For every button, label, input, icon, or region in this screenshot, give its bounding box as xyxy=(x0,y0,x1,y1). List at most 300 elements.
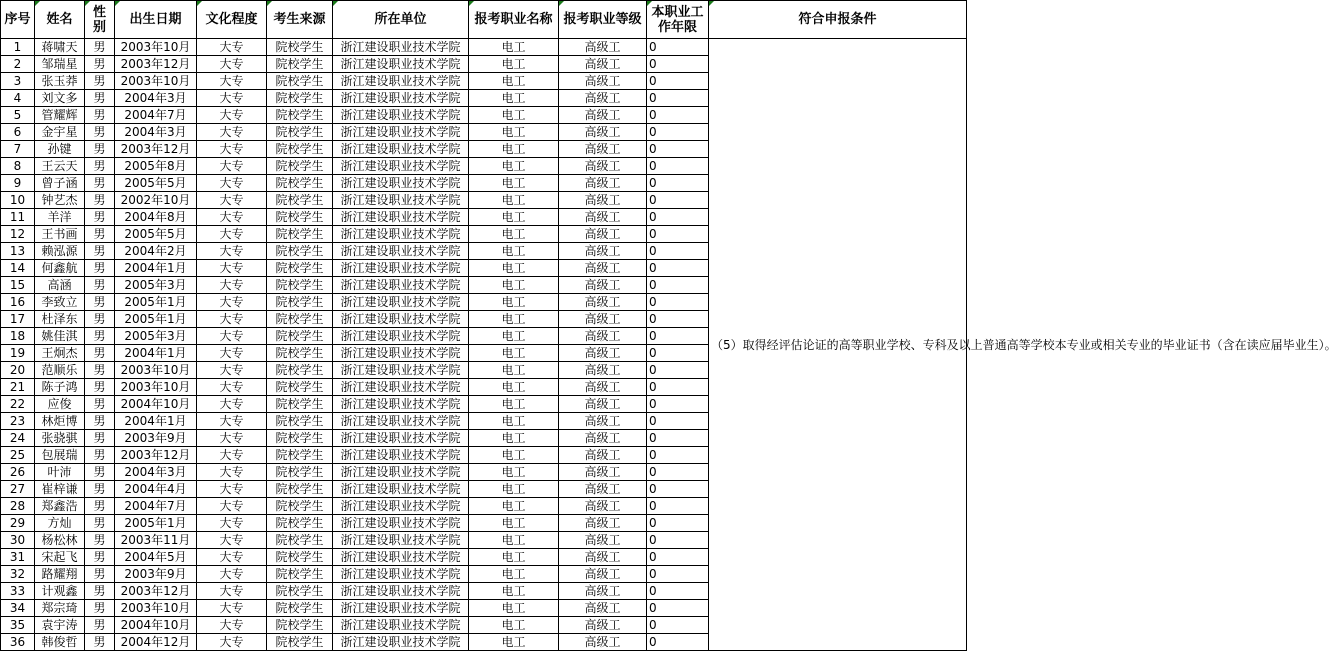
cell-unit[interactable]: 浙江建设职业技术学院 xyxy=(333,430,469,447)
cell-occupation[interactable]: 电工 xyxy=(469,73,559,90)
cell-gender[interactable]: 男 xyxy=(85,158,115,175)
cell-education[interactable]: 大专 xyxy=(197,396,267,413)
cell-unit[interactable]: 浙江建设职业技术学院 xyxy=(333,56,469,73)
cell-birth[interactable]: 2004年5月 xyxy=(115,549,197,566)
cell-name[interactable]: 杜泽东 xyxy=(35,311,85,328)
cell-level[interactable]: 高级工 xyxy=(559,379,647,396)
cell-name[interactable]: 羊洋 xyxy=(35,209,85,226)
cell-birth[interactable]: 2004年7月 xyxy=(115,107,197,124)
cell-name[interactable]: 方灿 xyxy=(35,515,85,532)
cell-seq[interactable]: 1 xyxy=(1,39,35,56)
cell-gender[interactable]: 男 xyxy=(85,566,115,583)
cell-name[interactable]: 叶沛 xyxy=(35,464,85,481)
cell-occupation[interactable]: 电工 xyxy=(469,464,559,481)
cell-source[interactable]: 院校学生 xyxy=(267,515,333,532)
cell-years[interactable]: 0 xyxy=(647,39,709,56)
cell-gender[interactable]: 男 xyxy=(85,107,115,124)
cell-name[interactable]: 蒋啸天 xyxy=(35,39,85,56)
cell-years[interactable]: 0 xyxy=(647,192,709,209)
cell-years[interactable]: 0 xyxy=(647,141,709,158)
cell-seq[interactable]: 17 xyxy=(1,311,35,328)
cell-occupation[interactable]: 电工 xyxy=(469,498,559,515)
cell-level[interactable]: 高级工 xyxy=(559,243,647,260)
cell-unit[interactable]: 浙江建设职业技术学院 xyxy=(333,158,469,175)
cell-occupation[interactable]: 电工 xyxy=(469,90,559,107)
cell-seq[interactable]: 10 xyxy=(1,192,35,209)
cell-gender[interactable]: 男 xyxy=(85,515,115,532)
cell-level[interactable]: 高级工 xyxy=(559,549,647,566)
cell-name[interactable]: 钟艺杰 xyxy=(35,192,85,209)
cell-unit[interactable]: 浙江建设职业技术学院 xyxy=(333,447,469,464)
cell-birth[interactable]: 2004年10月 xyxy=(115,617,197,634)
cell-occupation[interactable]: 电工 xyxy=(469,39,559,56)
cell-seq[interactable]: 31 xyxy=(1,549,35,566)
cell-years[interactable]: 0 xyxy=(647,498,709,515)
cell-occupation[interactable]: 电工 xyxy=(469,209,559,226)
cell-level[interactable]: 高级工 xyxy=(559,311,647,328)
header-condition[interactable]: 符合申报条件 xyxy=(709,1,967,39)
cell-name[interactable]: 管耀辉 xyxy=(35,107,85,124)
cell-unit[interactable]: 浙江建设职业技术学院 xyxy=(333,260,469,277)
cell-gender[interactable]: 男 xyxy=(85,430,115,447)
cell-education[interactable]: 大专 xyxy=(197,141,267,158)
cell-years[interactable]: 0 xyxy=(647,243,709,260)
cell-gender[interactable]: 男 xyxy=(85,175,115,192)
cell-source[interactable]: 院校学生 xyxy=(267,634,333,651)
cell-level[interactable]: 高级工 xyxy=(559,430,647,447)
cell-gender[interactable]: 男 xyxy=(85,634,115,651)
cell-occupation[interactable]: 电工 xyxy=(469,532,559,549)
cell-years[interactable]: 0 xyxy=(647,396,709,413)
cell-name[interactable]: 孙键 xyxy=(35,141,85,158)
cell-source[interactable]: 院校学生 xyxy=(267,464,333,481)
cell-source[interactable]: 院校学生 xyxy=(267,447,333,464)
header-years[interactable]: 本职业工作年限 xyxy=(647,1,709,39)
cell-source[interactable]: 院校学生 xyxy=(267,328,333,345)
cell-birth[interactable]: 2004年3月 xyxy=(115,464,197,481)
cell-birth[interactable]: 2005年3月 xyxy=(115,328,197,345)
cell-occupation[interactable]: 电工 xyxy=(469,396,559,413)
cell-years[interactable]: 0 xyxy=(647,226,709,243)
cell-education[interactable]: 大专 xyxy=(197,549,267,566)
cell-education[interactable]: 大专 xyxy=(197,90,267,107)
cell-unit[interactable]: 浙江建设职业技术学院 xyxy=(333,107,469,124)
cell-source[interactable]: 院校学生 xyxy=(267,124,333,141)
cell-name[interactable]: 包展瑞 xyxy=(35,447,85,464)
cell-birth[interactable]: 2003年10月 xyxy=(115,379,197,396)
cell-source[interactable]: 院校学生 xyxy=(267,243,333,260)
cell-source[interactable]: 院校学生 xyxy=(267,498,333,515)
cell-birth[interactable]: 2003年10月 xyxy=(115,73,197,90)
cell-gender[interactable]: 男 xyxy=(85,464,115,481)
cell-birth[interactable]: 2003年10月 xyxy=(115,39,197,56)
cell-education[interactable]: 大专 xyxy=(197,345,267,362)
cell-education[interactable]: 大专 xyxy=(197,583,267,600)
cell-birth[interactable]: 2002年10月 xyxy=(115,192,197,209)
cell-unit[interactable]: 浙江建设职业技术学院 xyxy=(333,498,469,515)
cell-occupation[interactable]: 电工 xyxy=(469,583,559,600)
cell-occupation[interactable]: 电工 xyxy=(469,345,559,362)
cell-name[interactable]: 范顺乐 xyxy=(35,362,85,379)
cell-source[interactable]: 院校学生 xyxy=(267,260,333,277)
cell-education[interactable]: 大专 xyxy=(197,107,267,124)
cell-unit[interactable]: 浙江建设职业技术学院 xyxy=(333,294,469,311)
cell-name[interactable]: 陈子鸿 xyxy=(35,379,85,396)
cell-gender[interactable]: 男 xyxy=(85,498,115,515)
cell-unit[interactable]: 浙江建设职业技术学院 xyxy=(333,617,469,634)
cell-unit[interactable]: 浙江建设职业技术学院 xyxy=(333,515,469,532)
cell-level[interactable]: 高级工 xyxy=(559,209,647,226)
cell-unit[interactable]: 浙江建设职业技术学院 xyxy=(333,226,469,243)
cell-occupation[interactable]: 电工 xyxy=(469,158,559,175)
header-occupation[interactable]: 报考职业名称 xyxy=(469,1,559,39)
cell-level[interactable]: 高级工 xyxy=(559,362,647,379)
cell-seq[interactable]: 30 xyxy=(1,532,35,549)
cell-years[interactable]: 0 xyxy=(647,209,709,226)
cell-source[interactable]: 院校学生 xyxy=(267,362,333,379)
cell-seq[interactable]: 26 xyxy=(1,464,35,481)
cell-education[interactable]: 大专 xyxy=(197,226,267,243)
cell-birth[interactable]: 2005年1月 xyxy=(115,311,197,328)
cell-source[interactable]: 院校学生 xyxy=(267,90,333,107)
cell-gender[interactable]: 男 xyxy=(85,600,115,617)
cell-source[interactable]: 院校学生 xyxy=(267,56,333,73)
cell-birth[interactable]: 2003年12月 xyxy=(115,583,197,600)
cell-education[interactable]: 大专 xyxy=(197,56,267,73)
cell-years[interactable]: 0 xyxy=(647,158,709,175)
cell-level[interactable]: 高级工 xyxy=(559,617,647,634)
cell-source[interactable]: 院校学生 xyxy=(267,379,333,396)
cell-gender[interactable]: 男 xyxy=(85,362,115,379)
cell-education[interactable]: 大专 xyxy=(197,515,267,532)
cell-years[interactable]: 0 xyxy=(647,294,709,311)
cell-gender[interactable]: 男 xyxy=(85,39,115,56)
cell-name[interactable]: 姚佳淇 xyxy=(35,328,85,345)
cell-condition[interactable]: （5）取得经评估论证的高等职业学校、专科及以上普通高等学校本专业或相关专业的毕业证书（含在读应届毕业生）。 xyxy=(709,39,967,651)
cell-seq[interactable]: 7 xyxy=(1,141,35,158)
cell-years[interactable]: 0 xyxy=(647,566,709,583)
cell-unit[interactable]: 浙江建设职业技术学院 xyxy=(333,311,469,328)
cell-source[interactable]: 院校学生 xyxy=(267,73,333,90)
cell-gender[interactable]: 男 xyxy=(85,226,115,243)
cell-source[interactable]: 院校学生 xyxy=(267,277,333,294)
cell-source[interactable]: 院校学生 xyxy=(267,600,333,617)
cell-name[interactable]: 王炯杰 xyxy=(35,345,85,362)
cell-gender[interactable]: 男 xyxy=(85,583,115,600)
cell-education[interactable]: 大专 xyxy=(197,447,267,464)
cell-seq[interactable]: 33 xyxy=(1,583,35,600)
cell-unit[interactable]: 浙江建设职业技术学院 xyxy=(333,277,469,294)
cell-education[interactable]: 大专 xyxy=(197,328,267,345)
cell-source[interactable]: 院校学生 xyxy=(267,532,333,549)
cell-level[interactable]: 高级工 xyxy=(559,158,647,175)
cell-birth[interactable]: 2003年9月 xyxy=(115,430,197,447)
cell-seq[interactable]: 34 xyxy=(1,600,35,617)
cell-education[interactable]: 大专 xyxy=(197,192,267,209)
cell-education[interactable]: 大专 xyxy=(197,39,267,56)
cell-years[interactable]: 0 xyxy=(647,532,709,549)
cell-level[interactable]: 高级工 xyxy=(559,413,647,430)
cell-seq[interactable]: 5 xyxy=(1,107,35,124)
cell-level[interactable]: 高级工 xyxy=(559,56,647,73)
cell-occupation[interactable]: 电工 xyxy=(469,566,559,583)
cell-seq[interactable]: 14 xyxy=(1,260,35,277)
cell-unit[interactable]: 浙江建设职业技术学院 xyxy=(333,481,469,498)
cell-gender[interactable]: 男 xyxy=(85,209,115,226)
cell-name[interactable]: 袁宇涛 xyxy=(35,617,85,634)
cell-education[interactable]: 大专 xyxy=(197,311,267,328)
cell-seq[interactable]: 13 xyxy=(1,243,35,260)
cell-years[interactable]: 0 xyxy=(647,549,709,566)
cell-occupation[interactable]: 电工 xyxy=(469,124,559,141)
cell-education[interactable]: 大专 xyxy=(197,277,267,294)
cell-name[interactable]: 韩俊哲 xyxy=(35,634,85,651)
cell-name[interactable]: 高涵 xyxy=(35,277,85,294)
cell-birth[interactable]: 2005年1月 xyxy=(115,294,197,311)
cell-source[interactable]: 院校学生 xyxy=(267,39,333,56)
cell-unit[interactable]: 浙江建设职业技术学院 xyxy=(333,532,469,549)
header-gender[interactable]: 性别 xyxy=(85,1,115,39)
cell-years[interactable]: 0 xyxy=(647,345,709,362)
cell-occupation[interactable]: 电工 xyxy=(469,328,559,345)
cell-seq[interactable]: 29 xyxy=(1,515,35,532)
cell-occupation[interactable]: 电工 xyxy=(469,56,559,73)
cell-education[interactable]: 大专 xyxy=(197,634,267,651)
cell-level[interactable]: 高级工 xyxy=(559,532,647,549)
cell-name[interactable]: 何鑫航 xyxy=(35,260,85,277)
cell-birth[interactable]: 2005年1月 xyxy=(115,515,197,532)
cell-unit[interactable]: 浙江建设职业技术学院 xyxy=(333,141,469,158)
cell-source[interactable]: 院校学生 xyxy=(267,345,333,362)
cell-years[interactable]: 0 xyxy=(647,277,709,294)
cell-level[interactable]: 高级工 xyxy=(559,294,647,311)
cell-education[interactable]: 大专 xyxy=(197,600,267,617)
cell-level[interactable]: 高级工 xyxy=(559,566,647,583)
cell-birth[interactable]: 2004年12月 xyxy=(115,634,197,651)
cell-occupation[interactable]: 电工 xyxy=(469,515,559,532)
cell-gender[interactable]: 男 xyxy=(85,345,115,362)
cell-unit[interactable]: 浙江建设职业技术学院 xyxy=(333,328,469,345)
cell-name[interactable]: 曾子涵 xyxy=(35,175,85,192)
cell-occupation[interactable]: 电工 xyxy=(469,107,559,124)
cell-source[interactable]: 院校学生 xyxy=(267,158,333,175)
cell-level[interactable]: 高级工 xyxy=(559,277,647,294)
cell-years[interactable]: 0 xyxy=(647,515,709,532)
cell-level[interactable]: 高级工 xyxy=(559,90,647,107)
cell-level[interactable]: 高级工 xyxy=(559,498,647,515)
cell-level[interactable]: 高级工 xyxy=(559,192,647,209)
cell-gender[interactable]: 男 xyxy=(85,481,115,498)
cell-gender[interactable]: 男 xyxy=(85,447,115,464)
cell-unit[interactable]: 浙江建设职业技术学院 xyxy=(333,192,469,209)
cell-seq[interactable]: 20 xyxy=(1,362,35,379)
cell-level[interactable]: 高级工 xyxy=(559,175,647,192)
cell-birth[interactable]: 2003年9月 xyxy=(115,566,197,583)
cell-seq[interactable]: 24 xyxy=(1,430,35,447)
cell-occupation[interactable]: 电工 xyxy=(469,141,559,158)
cell-seq[interactable]: 19 xyxy=(1,345,35,362)
cell-seq[interactable]: 22 xyxy=(1,396,35,413)
cell-source[interactable]: 院校学生 xyxy=(267,549,333,566)
header-seq[interactable]: 序号 xyxy=(1,1,35,39)
cell-occupation[interactable]: 电工 xyxy=(469,175,559,192)
cell-name[interactable]: 路耀翔 xyxy=(35,566,85,583)
cell-gender[interactable]: 男 xyxy=(85,260,115,277)
cell-education[interactable]: 大专 xyxy=(197,158,267,175)
cell-level[interactable]: 高级工 xyxy=(559,107,647,124)
cell-years[interactable]: 0 xyxy=(647,90,709,107)
cell-years[interactable]: 0 xyxy=(647,328,709,345)
cell-source[interactable]: 院校学生 xyxy=(267,481,333,498)
cell-birth[interactable]: 2003年11月 xyxy=(115,532,197,549)
cell-birth[interactable]: 2004年4月 xyxy=(115,481,197,498)
cell-years[interactable]: 0 xyxy=(647,124,709,141)
cell-seq[interactable]: 27 xyxy=(1,481,35,498)
cell-seq[interactable]: 35 xyxy=(1,617,35,634)
cell-birth[interactable]: 2004年2月 xyxy=(115,243,197,260)
cell-source[interactable]: 院校学生 xyxy=(267,430,333,447)
cell-seq[interactable]: 4 xyxy=(1,90,35,107)
cell-seq[interactable]: 16 xyxy=(1,294,35,311)
cell-unit[interactable]: 浙江建设职业技术学院 xyxy=(333,634,469,651)
cell-seq[interactable]: 12 xyxy=(1,226,35,243)
cell-years[interactable]: 0 xyxy=(647,464,709,481)
cell-name[interactable]: 郑宗琦 xyxy=(35,600,85,617)
cell-unit[interactable]: 浙江建设职业技术学院 xyxy=(333,583,469,600)
header-birth[interactable]: 出生日期 xyxy=(115,1,197,39)
cell-gender[interactable]: 男 xyxy=(85,549,115,566)
cell-occupation[interactable]: 电工 xyxy=(469,447,559,464)
cell-seq[interactable]: 3 xyxy=(1,73,35,90)
cell-seq[interactable]: 21 xyxy=(1,379,35,396)
cell-unit[interactable]: 浙江建设职业技术学院 xyxy=(333,345,469,362)
cell-unit[interactable]: 浙江建设职业技术学院 xyxy=(333,209,469,226)
cell-birth[interactable]: 2005年3月 xyxy=(115,277,197,294)
cell-education[interactable]: 大专 xyxy=(197,532,267,549)
cell-gender[interactable]: 男 xyxy=(85,192,115,209)
cell-seq[interactable]: 28 xyxy=(1,498,35,515)
header-education[interactable]: 文化程度 xyxy=(197,1,267,39)
cell-occupation[interactable]: 电工 xyxy=(469,311,559,328)
cell-education[interactable]: 大专 xyxy=(197,209,267,226)
cell-birth[interactable]: 2004年1月 xyxy=(115,345,197,362)
cell-education[interactable]: 大专 xyxy=(197,430,267,447)
cell-name[interactable]: 郑鑫浩 xyxy=(35,498,85,515)
cell-occupation[interactable]: 电工 xyxy=(469,617,559,634)
cell-education[interactable]: 大专 xyxy=(197,379,267,396)
cell-level[interactable]: 高级工 xyxy=(559,464,647,481)
cell-seq[interactable]: 36 xyxy=(1,634,35,651)
cell-years[interactable]: 0 xyxy=(647,481,709,498)
cell-source[interactable]: 院校学生 xyxy=(267,294,333,311)
cell-name[interactable]: 应俊 xyxy=(35,396,85,413)
cell-years[interactable]: 0 xyxy=(647,260,709,277)
cell-education[interactable]: 大专 xyxy=(197,243,267,260)
cell-name[interactable]: 张骁骐 xyxy=(35,430,85,447)
cell-unit[interactable]: 浙江建设职业技术学院 xyxy=(333,73,469,90)
cell-name[interactable]: 刘文多 xyxy=(35,90,85,107)
cell-name[interactable]: 计观鑫 xyxy=(35,583,85,600)
cell-gender[interactable]: 男 xyxy=(85,294,115,311)
cell-birth[interactable]: 2004年1月 xyxy=(115,413,197,430)
cell-birth[interactable]: 2005年5月 xyxy=(115,226,197,243)
header-unit[interactable]: 所在单位 xyxy=(333,1,469,39)
cell-birth[interactable]: 2004年1月 xyxy=(115,260,197,277)
cell-birth[interactable]: 2005年5月 xyxy=(115,175,197,192)
cell-gender[interactable]: 男 xyxy=(85,56,115,73)
cell-education[interactable]: 大专 xyxy=(197,481,267,498)
cell-unit[interactable]: 浙江建设职业技术学院 xyxy=(333,379,469,396)
cell-level[interactable]: 高级工 xyxy=(559,141,647,158)
cell-unit[interactable]: 浙江建设职业技术学院 xyxy=(333,549,469,566)
cell-unit[interactable]: 浙江建设职业技术学院 xyxy=(333,124,469,141)
cell-unit[interactable]: 浙江建设职业技术学院 xyxy=(333,396,469,413)
cell-education[interactable]: 大专 xyxy=(197,617,267,634)
cell-gender[interactable]: 男 xyxy=(85,532,115,549)
cell-education[interactable]: 大专 xyxy=(197,73,267,90)
cell-source[interactable]: 院校学生 xyxy=(267,107,333,124)
cell-name[interactable]: 宋起飞 xyxy=(35,549,85,566)
cell-source[interactable]: 院校学生 xyxy=(267,617,333,634)
cell-years[interactable]: 0 xyxy=(647,447,709,464)
cell-seq[interactable]: 8 xyxy=(1,158,35,175)
cell-source[interactable]: 院校学生 xyxy=(267,226,333,243)
cell-level[interactable]: 高级工 xyxy=(559,481,647,498)
cell-years[interactable]: 0 xyxy=(647,175,709,192)
cell-education[interactable]: 大专 xyxy=(197,566,267,583)
cell-unit[interactable]: 浙江建设职业技术学院 xyxy=(333,413,469,430)
cell-occupation[interactable]: 电工 xyxy=(469,243,559,260)
cell-occupation[interactable]: 电工 xyxy=(469,634,559,651)
cell-birth[interactable]: 2005年8月 xyxy=(115,158,197,175)
cell-years[interactable]: 0 xyxy=(647,634,709,651)
header-level[interactable]: 报考职业等级 xyxy=(559,1,647,39)
cell-unit[interactable]: 浙江建设职业技术学院 xyxy=(333,90,469,107)
cell-birth[interactable]: 2003年12月 xyxy=(115,56,197,73)
cell-source[interactable]: 院校学生 xyxy=(267,175,333,192)
cell-occupation[interactable]: 电工 xyxy=(469,226,559,243)
cell-unit[interactable]: 浙江建设职业技术学院 xyxy=(333,362,469,379)
cell-occupation[interactable]: 电工 xyxy=(469,260,559,277)
cell-birth[interactable]: 2003年12月 xyxy=(115,447,197,464)
cell-occupation[interactable]: 电工 xyxy=(469,192,559,209)
cell-name[interactable]: 李致立 xyxy=(35,294,85,311)
cell-seq[interactable]: 6 xyxy=(1,124,35,141)
cell-birth[interactable]: 2004年3月 xyxy=(115,90,197,107)
header-name[interactable]: 姓名 xyxy=(35,1,85,39)
cell-name[interactable]: 王云天 xyxy=(35,158,85,175)
cell-level[interactable]: 高级工 xyxy=(559,124,647,141)
cell-level[interactable]: 高级工 xyxy=(559,73,647,90)
cell-unit[interactable]: 浙江建设职业技术学院 xyxy=(333,39,469,56)
cell-unit[interactable]: 浙江建设职业技术学院 xyxy=(333,243,469,260)
cell-source[interactable]: 院校学生 xyxy=(267,141,333,158)
cell-gender[interactable]: 男 xyxy=(85,90,115,107)
cell-seq[interactable]: 18 xyxy=(1,328,35,345)
cell-occupation[interactable]: 电工 xyxy=(469,430,559,447)
cell-gender[interactable]: 男 xyxy=(85,124,115,141)
cell-gender[interactable]: 男 xyxy=(85,243,115,260)
cell-education[interactable]: 大专 xyxy=(197,294,267,311)
cell-seq[interactable]: 9 xyxy=(1,175,35,192)
cell-years[interactable]: 0 xyxy=(647,362,709,379)
cell-years[interactable]: 0 xyxy=(647,600,709,617)
cell-birth[interactable]: 2004年10月 xyxy=(115,396,197,413)
cell-seq[interactable]: 11 xyxy=(1,209,35,226)
cell-occupation[interactable]: 电工 xyxy=(469,277,559,294)
cell-level[interactable]: 高级工 xyxy=(559,39,647,56)
cell-gender[interactable]: 男 xyxy=(85,311,115,328)
